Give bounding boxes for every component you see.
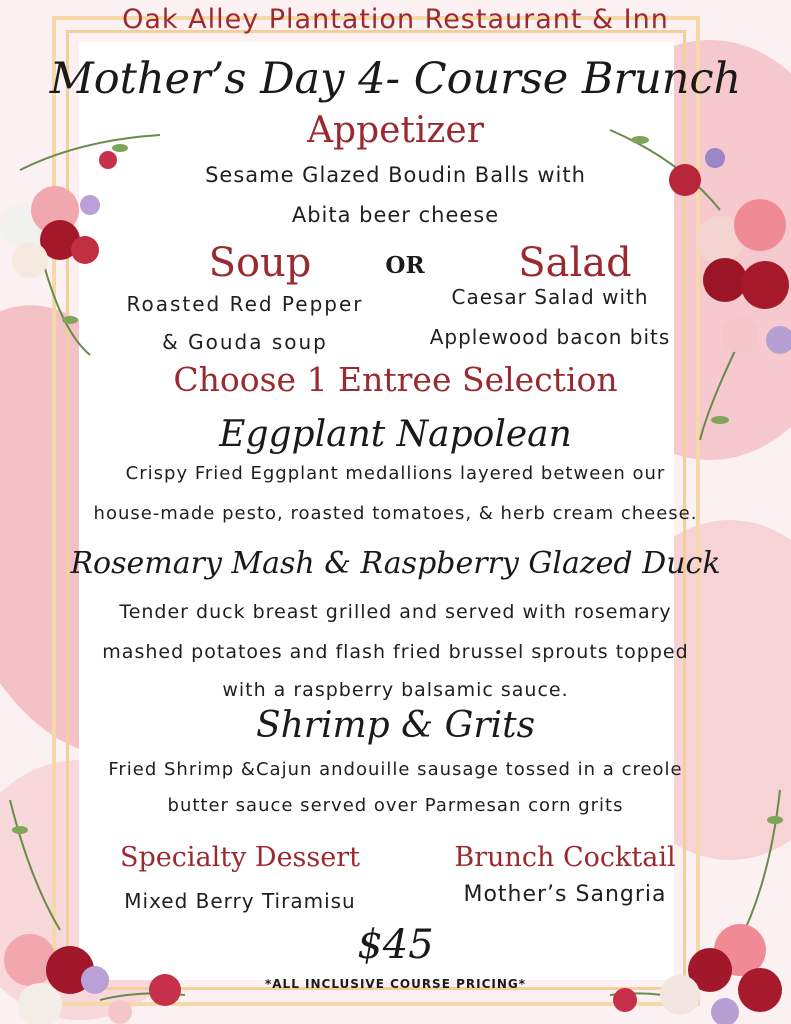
entree-1-line-1: Crispy Fried Eggplant medallions layered between our	[125, 463, 666, 484]
salad-line-2: Applewood bacon bits	[429, 325, 671, 349]
entree-2-line-1: Tender duck breast grilled and served with rosemary	[119, 601, 672, 623]
entree-3-name: Shrimp & Grits	[255, 705, 536, 746]
entree-3-line-2: butter sauce served over Parmesan corn grits	[167, 795, 624, 816]
dessert-heading: Specialty Dessert	[119, 842, 360, 873]
or-label: OR	[385, 252, 425, 279]
entree-3-line-1: Fried Shrimp &Cajun andouille sausage tossed in a creole	[108, 759, 683, 780]
dessert-item: Mixed Berry Tiramisu	[124, 889, 356, 913]
salad-line-1: Caesar Salad with	[451, 285, 649, 309]
entree-2-line-3: with a raspberry balsamic sauce.	[222, 679, 569, 701]
event-title: Mother’s Day 4- Course Brunch	[49, 54, 742, 104]
entree-1-line-2: house-made pesto, roasted tomatoes, & herb cream cheese.	[93, 503, 698, 524]
price-note: *ALL INCLUSIVE COURSE PRICING*	[264, 977, 527, 991]
soup-heading: Soup	[208, 240, 312, 286]
salad-heading: Salad	[518, 240, 632, 286]
appetizer-line-1: Sesame Glazed Boudin Balls with	[205, 163, 586, 187]
appetizer-line-2: Abita beer cheese	[291, 203, 500, 227]
entree-1-name: Eggplant Napolean	[219, 414, 572, 455]
appetizer-heading: Appetizer	[307, 110, 484, 151]
restaurant-name: Oak Alley Plantation Restaurant & Inn	[122, 4, 669, 35]
price: $45	[357, 922, 434, 968]
entree-2-name: Rosemary Mash & Raspberry Glazed Duck	[70, 546, 721, 581]
cocktail-item: Mother’s Sangria	[463, 882, 667, 907]
entree-2-line-2: mashed potatoes and flash fried brussel sprouts topped	[102, 641, 689, 663]
soup-line-1: Roasted Red Pepper	[126, 292, 364, 316]
entree-heading: Choose 1 Entree Selection	[173, 360, 618, 399]
soup-line-2: & Gouda soup	[162, 330, 328, 354]
cocktail-heading: Brunch Cocktail	[454, 842, 676, 873]
